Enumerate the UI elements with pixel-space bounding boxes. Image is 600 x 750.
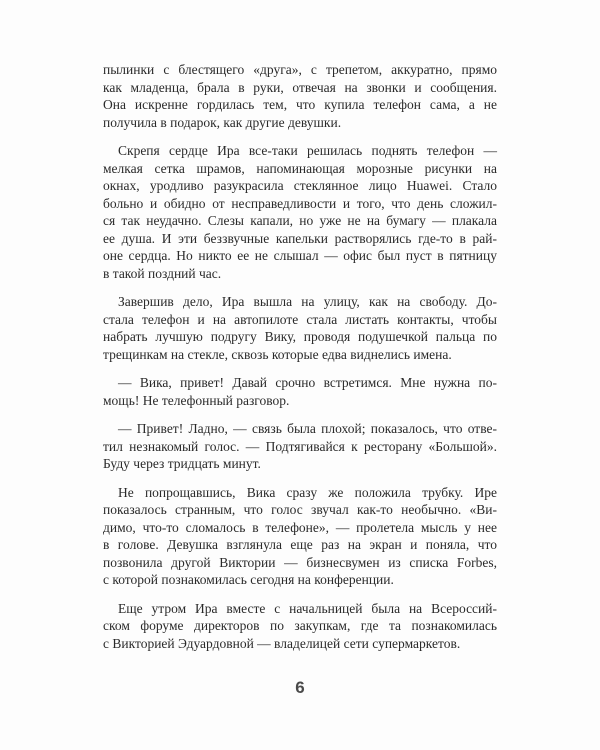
text-line: трещинкам на стекле, сквозь которые едва виднелись имена. [103,346,452,362]
paragraph [103,142,497,282]
text-line: Она искренне гордилась тем, что купила телефон сама, а не [103,97,497,112]
text-line: Еще утром Ира вместе с начальницей была на Всероссий- [118,600,497,616]
text-line: больно и обидно от несправедливости и того, что день сложил- [103,195,497,211]
paragraph [103,293,497,363]
paragraph [103,61,497,131]
text-line: окнах, уродливо разукрасила стеклянное лицо Huawei. Стало [103,178,497,193]
text-block [103,61,497,652]
text-line: стала телефон и на автопилоте стала листать контакты, чтобы [103,311,497,327]
text-line: показалось странным, что голос звучал как-то необычно. «Ви- [103,502,497,517]
text-line: — Вика, привет! Давай срочно встретимся. Мне нужна по- [118,375,497,390]
text-line: позвонила другой Виктории — бизнесвумен из списка Forbes, [103,554,497,570]
dialogue-paragraph [103,374,497,409]
text-line: пылинки с блестящего «друга», с трепетом, аккуратно, прямо [103,62,497,77]
text-line: набрать лучшую подругу Вику, проводя подушечкой пальца по [103,329,497,344]
text-line: Скрепя сердце Ира все-таки решилась поднять телефон — [118,143,497,158]
paragraph [103,600,497,653]
text-line: — Привет! Ладно, — связь была плохой; показалось, что отве- [118,421,497,436]
text-line: как младенца, брала в руки, отвечая на звонки и сообщения. [103,79,497,95]
text-line: оне сердца. Но никто ее не слышал — офис был пуст в пятницу [103,248,497,263]
text-line: мощь! Не телефонный разговор. [103,392,290,408]
text-line: мелкая сетка шрамов, напоминающая морозные рисунки на [103,160,497,176]
text-line: димо, что-то сломалось в телефоне», — пролетела мысль у нее [103,519,497,535]
page-number: 6 [295,678,305,697]
text-line: в такой поздний час. [103,265,222,281]
text-line: с которой познакомилась сегодня на конференции. [103,572,394,587]
paragraph [103,484,497,589]
text-line: ся так неудачно. Слезы капали, но уже не на бумагу — плакала [103,213,497,228]
text-line: Не попрощавшись, Вика сразу же положила трубку. Ире [118,484,497,500]
text-line: тил незнакомый голос. — Подтягивайся к ресторану «Большой». [103,438,497,454]
dialogue-paragraph [103,420,497,473]
text-line: в голове. Девушка взглянула еще раз на экран и поняла, что [103,537,497,552]
text-line: Буду через тридцать минут. [103,456,261,471]
text-line: ском форуме директоров по закупкам, где та познакомилась [103,618,497,633]
text-line: с Викторией Эдуардовной — владелицей сети супермаркетов. [103,635,461,651]
text-line: получила в подарок, как другие девушки. [103,114,342,130]
text-line: Завершив дело, Ира вышла на улицу, как на свободу. До- [118,294,497,309]
text-line: ее душа. И эти беззвучные капельки растворялись где-то в рай- [103,230,497,246]
